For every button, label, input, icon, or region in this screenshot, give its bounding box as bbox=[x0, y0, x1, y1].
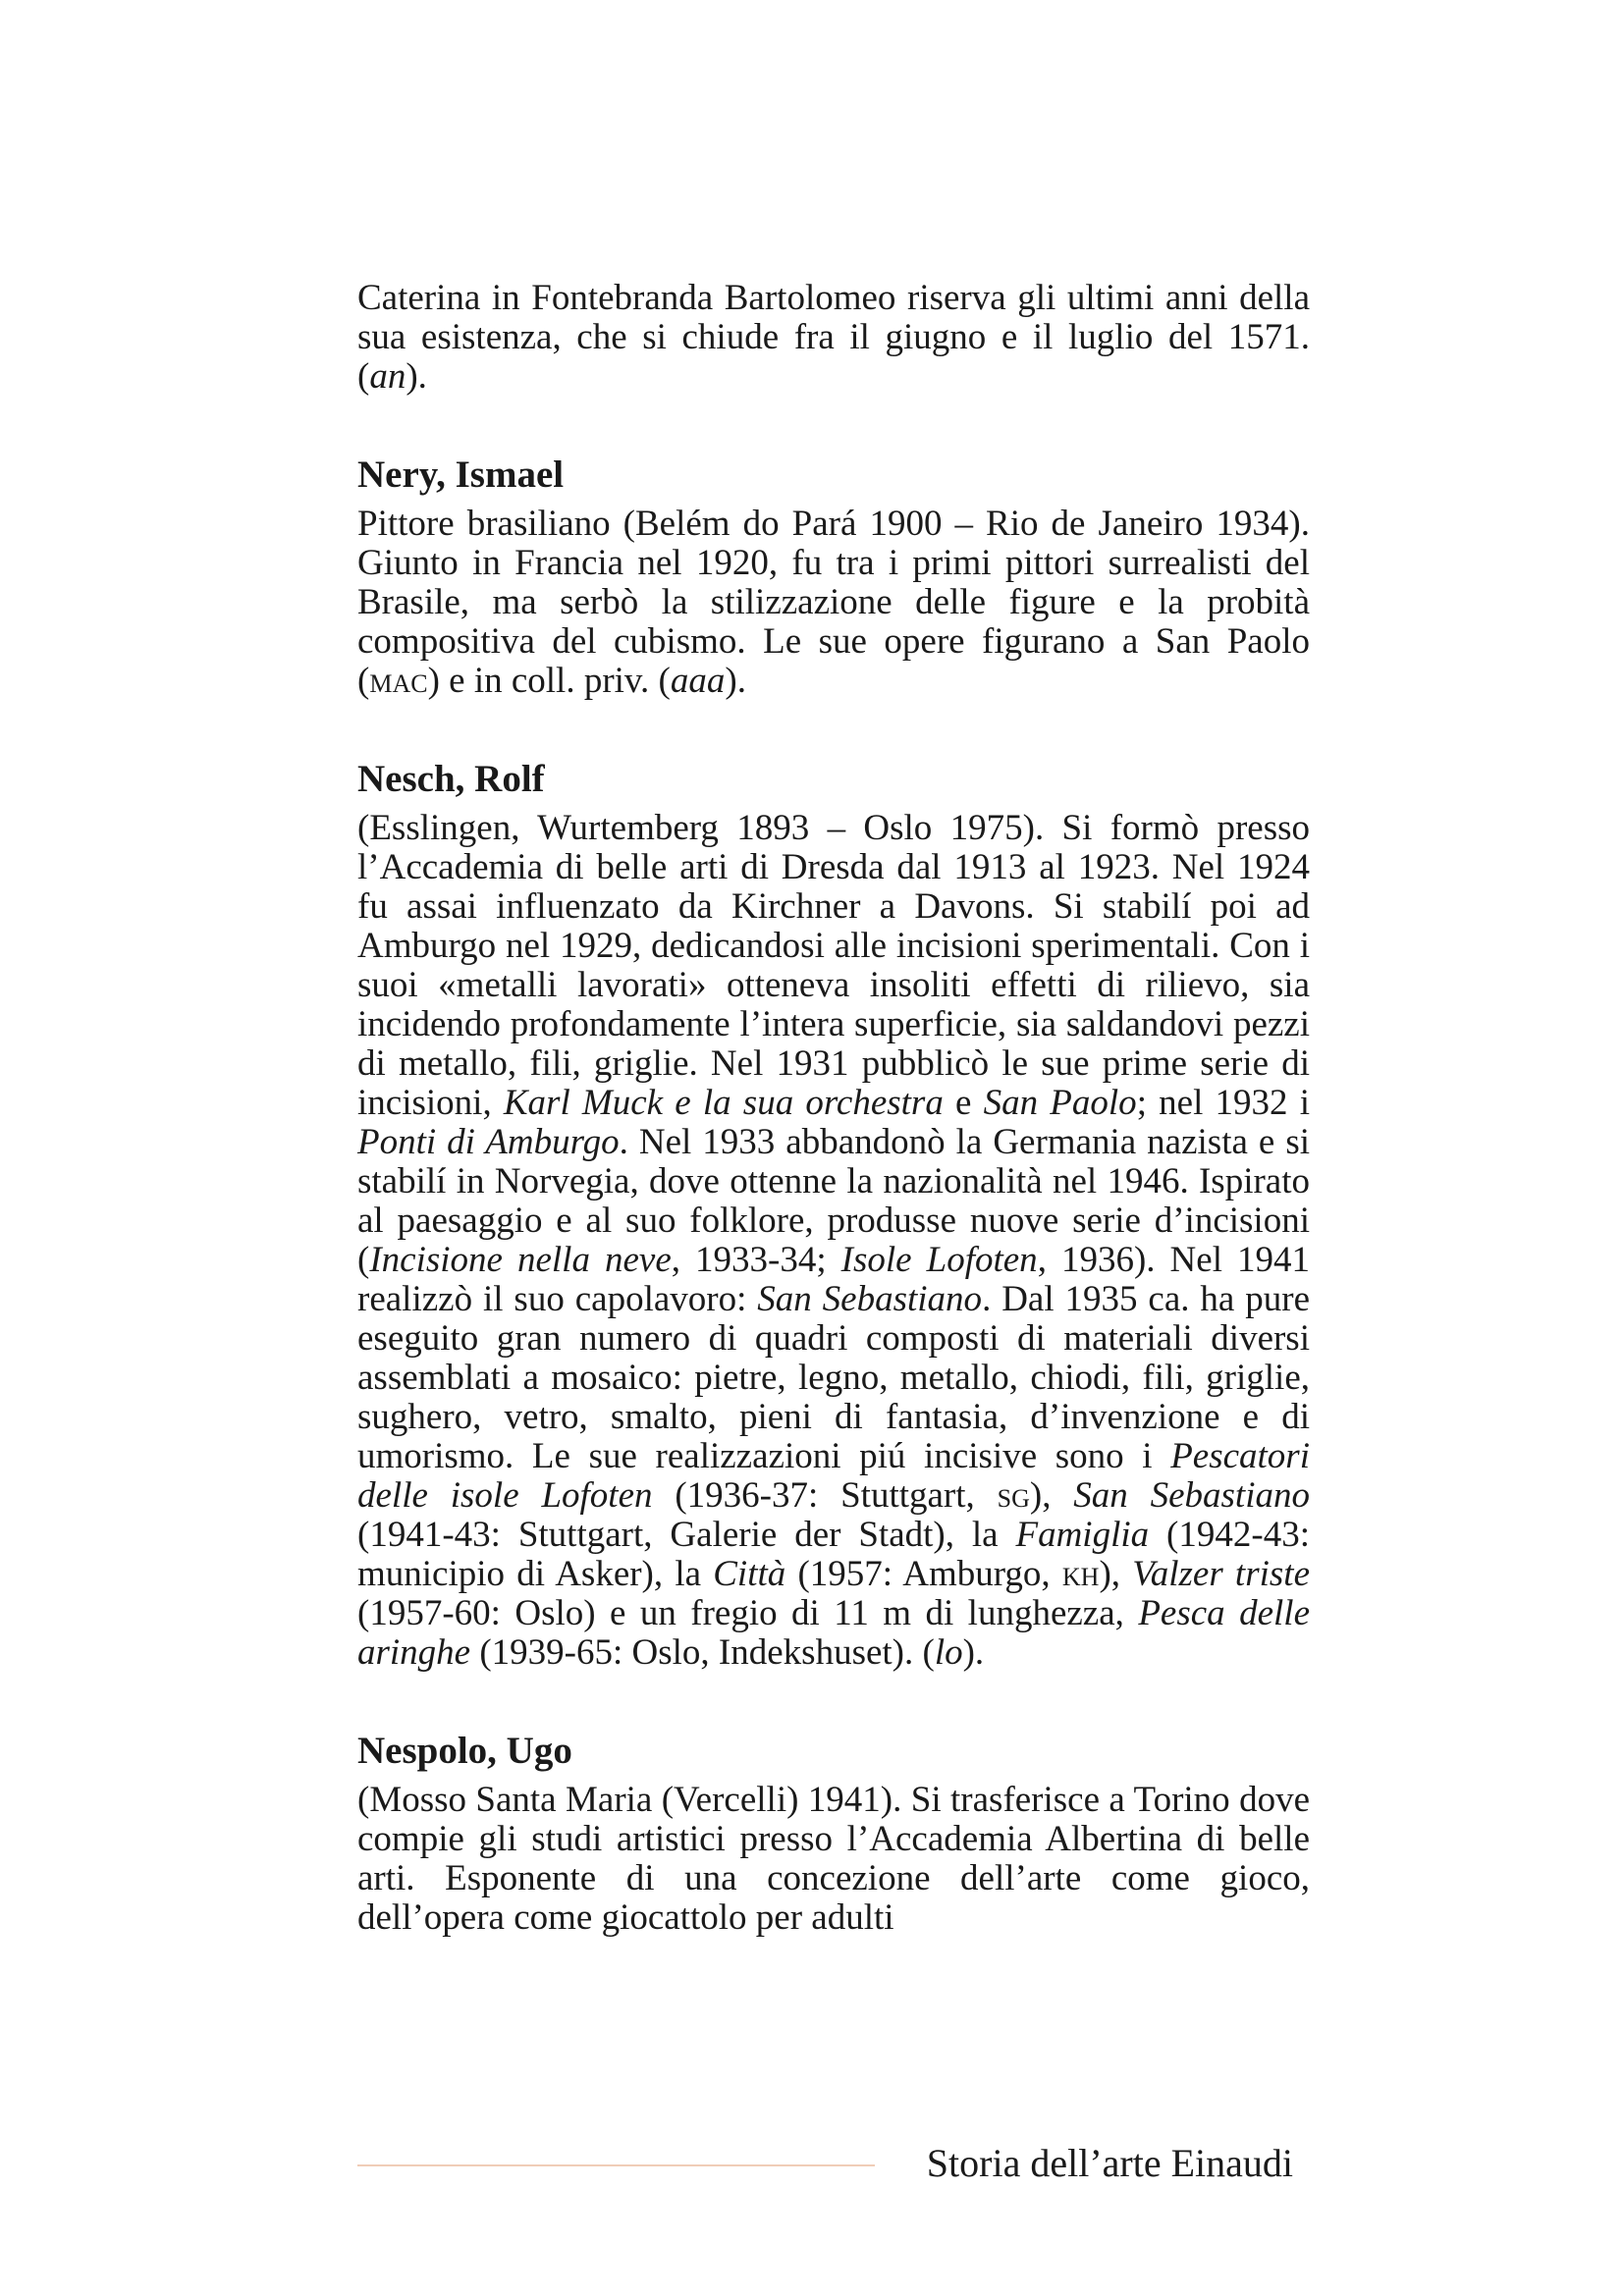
entry-nespolo bbox=[357, 1730, 1310, 1938]
museum-abbr: mac bbox=[369, 661, 428, 701]
entry-text: ). bbox=[962, 1632, 985, 1673]
entry-author: aaa bbox=[670, 661, 726, 701]
entry-text: ; nel 1932 i bbox=[1136, 1083, 1310, 1123]
entry-body: (Mosso Santa Maria (Vercelli) 1941). Si trasferisce a Torino dove compie gli studi artistici presso l’Accademia Albertina di belle arti. Esponente di una concezione dell’arte come gioco, dell’opera come giocattolo per adulti bbox=[357, 1780, 1310, 1938]
entry-text: (1936-37: Stuttgart, bbox=[652, 1475, 998, 1516]
italic-title: San Sebastiano bbox=[757, 1279, 983, 1319]
entry-nery bbox=[357, 454, 1310, 701]
entry-text: Pittore brasiliano (Belém do Pará 1900 – Rio de Janeiro 1934). Giunto in Francia nel 1920, fu tra i primi pittori surrealisti del Brasile, ma serbò la stilizzazione delle figure e la probità compositiva del cubismo. Le sue opere figurano a San Paolo ( bbox=[357, 504, 1310, 701]
italic-title: Famiglia bbox=[1015, 1515, 1150, 1555]
entry-text: (1939-65: Oslo, Indekshuset). ( bbox=[470, 1632, 935, 1673]
entry-text: (1957-60: Oslo) e un fregio di 11 m di lunghezza, bbox=[357, 1593, 1139, 1633]
entry-heading: Nery, Ismael bbox=[357, 454, 565, 496]
entry-text: . Nel 1933 abbandonò la Germania nazista e si stabilí in Norvegia, dove ottenne la nazionalità nel 1946. Ispirato al paesaggio e al suo folklore, produsse nuove serie d’incisioni ( bbox=[357, 1122, 1311, 1280]
entry-text: (1942-43: municipio di Asker), la bbox=[357, 1515, 1310, 1594]
entry-heading: Nespolo, Ugo bbox=[357, 1730, 572, 1772]
intro-paragraph: Caterina in Fontebranda Bartolomeo riserva gli ultimi anni della sua esistenza, che si chiude fra il giugno e il luglio del 1571. (an). bbox=[357, 278, 1310, 397]
italic-title: Città bbox=[713, 1554, 786, 1594]
entry-text: (1957: Amburgo, bbox=[785, 1554, 1062, 1594]
entry-text: (Esslingen, Wurtemberg 1893 – Oslo 1975). Si formò presso l’Accademia di belle arti di Dresda dal 1913 al 1923. Nel 1924 fu assai influenzato da Kirchner a Davons. Si stabilí poi ad Amburgo nel 1929, dedicandosi alle incisioni sperimentali. Con i suoi «metalli lavorati» otteneva insoliti effetti di rilievo, sia incidendo profondamente l’intera superficie, sia saldandovi pezzi di metallo, fili, griglie. Nel 1931 pubblicò le sue prime serie di incisioni, bbox=[357, 808, 1310, 1123]
entry-heading: Nesch, Rolf bbox=[357, 758, 545, 800]
italic-title: Pescatori delle isole Lofoten bbox=[357, 1436, 1310, 1516]
entry-body: Pittore brasiliano (Belém do Pará 1900 – Rio de Janeiro 1934). Giunto in Francia nel 1920, fu tra i primi pittori surrealisti del Brasile, ma serbò la stilizzazione delle figure e la probità compositiva del cubismo. Le sue opere figurano a San Paolo (mac) e in coll. priv. (aaa). bbox=[357, 504, 1310, 701]
entry-text: , 1933-34; bbox=[671, 1240, 841, 1280]
footer-rule bbox=[357, 2164, 875, 2166]
intro-text: Caterina in Fontebranda Bartolomeo riserva gli ultimi anni della sua esistenza, che si chiude fra il giugno e il luglio del 1571. bbox=[357, 278, 1310, 357]
italic-title: San Sebastiano bbox=[1073, 1475, 1310, 1516]
footer-title: Storia dell’arte Einaudi bbox=[926, 2141, 1293, 2185]
entry-body bbox=[357, 809, 1310, 1673]
italic-title: lo bbox=[934, 1632, 963, 1673]
italic-title: Karl Muck e la sua orchestra bbox=[503, 1083, 944, 1123]
entry-text: ) e in coll. priv. bbox=[427, 661, 650, 701]
italic-title: Valzer triste bbox=[1132, 1554, 1310, 1594]
entry-text: ), bbox=[1099, 1554, 1133, 1594]
text-column bbox=[357, 279, 1310, 1938]
entry-text: , 1936). Nel 1941 realizzò il suo capolavoro: bbox=[357, 1240, 1311, 1319]
museum-abbr: sg bbox=[997, 1475, 1030, 1516]
intro-author: an bbox=[369, 356, 406, 397]
italic-title: Incisione nella neve bbox=[369, 1240, 672, 1280]
italic-title: Isole Lofoten bbox=[840, 1240, 1038, 1280]
entry-text: ), bbox=[1029, 1475, 1074, 1516]
museum-abbr: kh bbox=[1061, 1554, 1100, 1594]
entry-nesch bbox=[357, 758, 1310, 1673]
entry-text: (1941-43: Stuttgart, Galerie der Stadt), la bbox=[357, 1515, 1016, 1555]
italic-title: Ponti di Amburgo bbox=[357, 1122, 620, 1162]
italic-title: San Paolo bbox=[983, 1083, 1137, 1123]
italic-title: Pesca delle aringhe bbox=[357, 1593, 1310, 1673]
entry-text: . Dal 1935 ca. ha pure eseguito gran numero di quadri composti di materiali diversi assemblati a mosaico: pietre, legno, metallo, chiodi, fili, griglie, sughero, vetro, smalto, pieni di fantasia, d’invenzione e di umorismo. Le sue realizzazioni piú incisive sono i bbox=[357, 1279, 1310, 1476]
entry-text: e bbox=[943, 1083, 984, 1123]
